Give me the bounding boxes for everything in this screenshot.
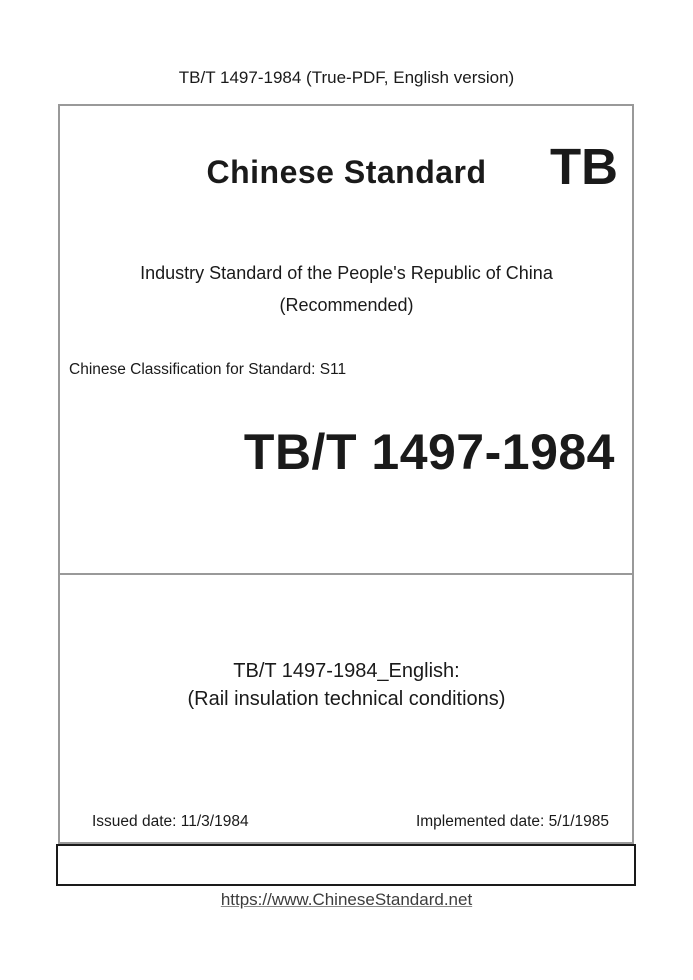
- page-header-text: TB/T 1497-1984 (True-PDF, English version): [178, 68, 515, 87]
- footer-website-link[interactable]: https://www.ChineseStandard.net: [220, 890, 473, 909]
- subtitle-line-2: (Recommended): [279, 295, 414, 315]
- english-title-line-1: TB/T 1497-1984_English:: [233, 660, 460, 682]
- standard-number: TB/T 1497-1984: [243, 424, 615, 480]
- bottom-empty-box: [56, 844, 636, 886]
- english-title: [0, 657, 693, 713]
- footer: [0, 889, 693, 911]
- tb-logo-text: TB: [550, 138, 618, 195]
- implemented-date-text: Implemented date: 5/1/1985: [415, 813, 609, 830]
- cover-box-divider: [60, 573, 632, 575]
- cover-title: Chinese Standard: [206, 154, 487, 190]
- classification-text: Chinese Classification for Standard: S11: [69, 361, 347, 378]
- subtitle-line-1: Industry Standard of the People's Republic of China: [140, 263, 553, 283]
- issued-date-text: Issued date: 11/3/1984: [92, 813, 249, 830]
- english-title-line-2: (Rail insulation technical conditions): [187, 688, 506, 710]
- cover-subtitle: [0, 257, 693, 321]
